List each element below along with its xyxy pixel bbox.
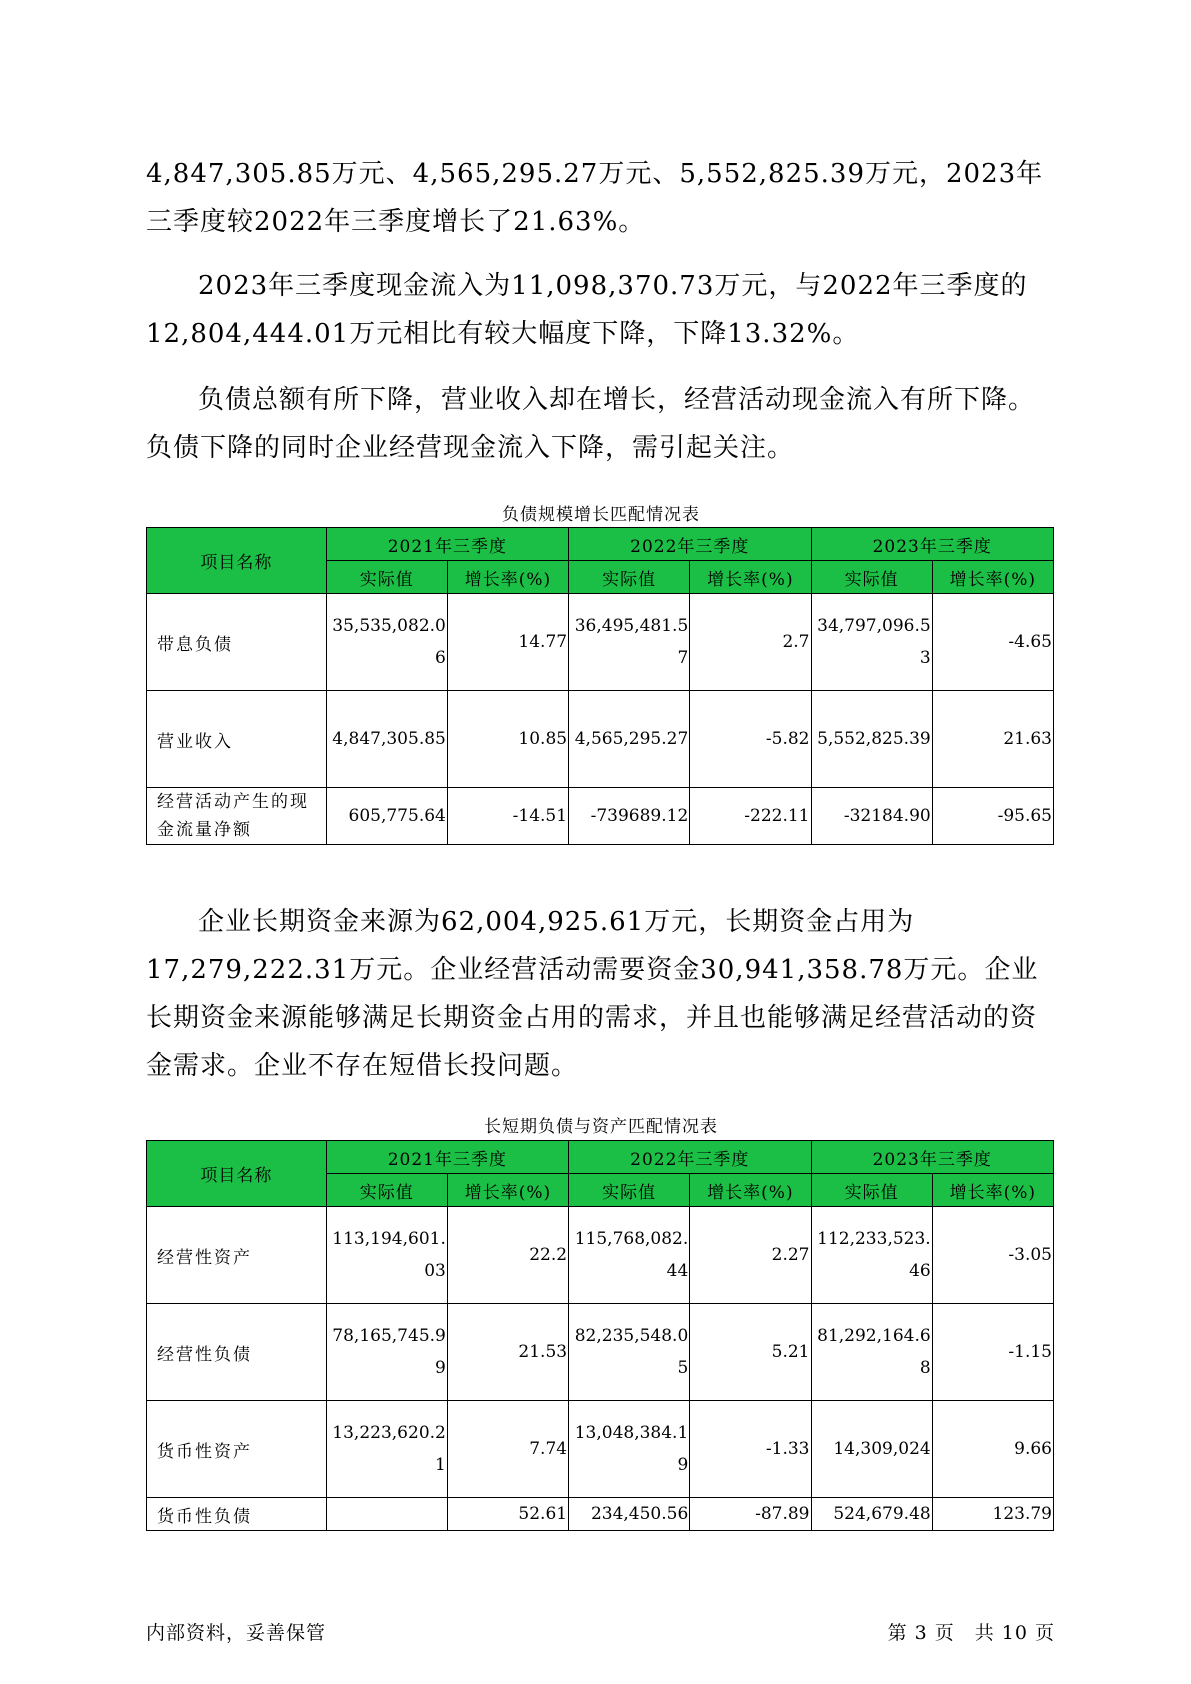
cell-actual: 13,048,384.19 [569, 1401, 690, 1498]
cell-growth: -1.33 [690, 1401, 811, 1498]
paragraph-long-term-funds [146, 898, 1056, 1090]
cell-growth: -87.89 [690, 1498, 811, 1531]
table-row [147, 1401, 1054, 1498]
row-name: 营业收入 [147, 691, 327, 788]
header-growth: 增长率(%) [690, 561, 811, 594]
table-row [147, 594, 1054, 691]
row-name: 经营性负债 [147, 1304, 327, 1401]
cell-growth: 52.61 [447, 1498, 568, 1531]
cell-growth: 123.79 [932, 1498, 1053, 1531]
cell-actual: 81,292,164.68 [811, 1304, 932, 1401]
cell-actual: 35,535,082.06 [326, 594, 447, 691]
cell-actual: -32184.90 [811, 788, 932, 845]
paragraph-cash-inflow [146, 262, 1056, 358]
header-growth: 增长率(%) [932, 1174, 1053, 1207]
table-row [147, 1304, 1054, 1401]
header-period-2023: 2023年三季度 [811, 1141, 1054, 1174]
debt-growth-table [146, 527, 1054, 845]
header-actual: 实际值 [569, 1174, 690, 1207]
header-period-2021: 2021年三季度 [326, 528, 568, 561]
cell-actual: -739689.12 [569, 788, 690, 845]
cell-actual: 14,309,024 [811, 1401, 932, 1498]
cell-growth: -222.11 [690, 788, 811, 845]
cell-growth: 2.7 [690, 594, 811, 691]
header-item-name: 项目名称 [147, 528, 327, 594]
cell-growth: 22.2 [447, 1207, 568, 1304]
header-growth: 增长率(%) [932, 561, 1053, 594]
table-row [147, 788, 1054, 845]
row-name: 经营性资产 [147, 1207, 327, 1304]
cell-actual: 78,165,745.99 [326, 1304, 447, 1401]
header-item-name: 项目名称 [147, 1141, 327, 1207]
row-name: 货币性负债 [147, 1498, 327, 1531]
header-period-2022: 2022年三季度 [569, 1141, 811, 1174]
cell-actual: 36,495,481.57 [569, 594, 690, 691]
cell-growth: 9.66 [932, 1401, 1053, 1498]
paragraph-liability-summary-text: 负债总额有所下降，营业收入却在增长，经营活动现金流入有所下降。负债下降的同时企业经营现金流入下降，需引起关注。 [146, 385, 1036, 463]
row-name: 经营活动产生的现金流量净额 [147, 788, 327, 845]
cell-growth: -14.51 [447, 788, 568, 845]
cell-actual: 113,194,601.03 [326, 1207, 447, 1304]
paragraph-revenue: 4,847,305.85万元、4,565,295.27万元、5,552,825.39万元，2023年三季度较2022年三季度增长了21.63%。 [146, 159, 1044, 237]
paragraph-liability-summary [146, 376, 1056, 472]
header-actual: 实际值 [811, 561, 932, 594]
header-actual: 实际值 [569, 561, 690, 594]
header-growth: 增长率(%) [690, 1174, 811, 1207]
header-actual: 实际值 [326, 561, 447, 594]
footer-confidential-note: 内部资料，妥善保管 [146, 1622, 327, 1644]
table-row [147, 1207, 1054, 1304]
cell-actual: 234,450.56 [569, 1498, 690, 1531]
header-period-2021: 2021年三季度 [326, 1141, 568, 1174]
cell-actual: 524,679.48 [811, 1498, 932, 1531]
cell-growth: 14.77 [447, 594, 568, 691]
cell-actual: 4,847,305.85 [326, 691, 447, 788]
cell-growth: -4.65 [932, 594, 1053, 691]
table-row [147, 691, 1054, 788]
cell-actual: 34,797,096.53 [811, 594, 932, 691]
cell-growth: 21.63 [932, 691, 1053, 788]
table1-caption: 负债规模增长匹配情况表 [502, 505, 700, 525]
header-actual: 实际值 [811, 1174, 932, 1207]
cell-growth: 21.53 [447, 1304, 568, 1401]
paragraph-cash-inflow-text: 2023年三季度现金流入为11,098,370.73万元，与2022年三季度的12,804,444.01万元相比有较大幅度下降，下降13.32%。 [146, 271, 1028, 349]
cell-growth: -1.15 [932, 1304, 1053, 1401]
cell-actual [326, 1498, 447, 1531]
row-name: 带息负债 [147, 594, 327, 691]
header-actual: 实际值 [326, 1174, 447, 1207]
row-name: 货币性资产 [147, 1401, 327, 1498]
cell-actual: 605,775.64 [326, 788, 447, 845]
cell-growth: -95.65 [932, 788, 1053, 845]
header-growth: 增长率(%) [447, 1174, 568, 1207]
table-row [147, 1498, 1054, 1531]
table2-caption: 长短期负债与资产匹配情况表 [484, 1117, 718, 1137]
cell-growth: -5.82 [690, 691, 811, 788]
header-period-2023: 2023年三季度 [811, 528, 1054, 561]
paragraph-long-term-funds-text: 企业长期资金来源为62,004,925.61万元，长期资金占用为17,279,222.31万元。企业经营活动需要资金30,941,358.78万元。企业长期资金来源能够满足长期资金占用的需求，并且也能够满足经营活动的资金需求。企业不存在短借长投问题。 [146, 907, 1039, 1081]
cell-actual: 115,768,082.44 [569, 1207, 690, 1304]
header-growth: 增长率(%) [447, 561, 568, 594]
cell-actual: 5,552,825.39 [811, 691, 932, 788]
page-number: 第 3 页 共 10 页 [887, 1622, 1055, 1644]
cell-actual: 4,565,295.27 [569, 691, 690, 788]
cell-actual: 82,235,548.05 [569, 1304, 690, 1401]
cell-growth: 2.27 [690, 1207, 811, 1304]
cell-growth: 7.74 [447, 1401, 568, 1498]
cell-actual: 13,223,620.21 [326, 1401, 447, 1498]
cell-actual: 112,233,523.46 [811, 1207, 932, 1304]
cell-growth: 5.21 [690, 1304, 811, 1401]
debt-asset-match-table [146, 1140, 1054, 1531]
header-period-2022: 2022年三季度 [569, 528, 811, 561]
cell-growth: 10.85 [447, 691, 568, 788]
cell-growth: -3.05 [932, 1207, 1053, 1304]
